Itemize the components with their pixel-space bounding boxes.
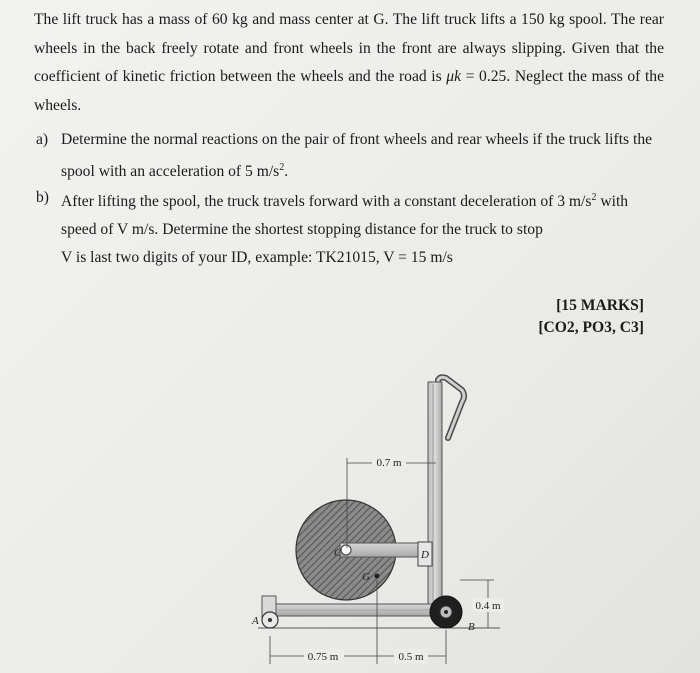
intro-text-2: = 0.25. Neglect the mass of the wheels. xyxy=(34,68,664,114)
marks-total: [15 MARKS] xyxy=(556,297,644,314)
point-C-marker xyxy=(341,545,351,555)
fork-arm xyxy=(340,543,420,557)
dim-0-4-label: 0.4 m xyxy=(475,600,501,612)
point-G-marker xyxy=(375,574,380,579)
marks-outcomes: [CO2, PO3, C3] xyxy=(538,319,644,336)
question-a-text: Determine the normal reactions on the pair of front wheels and rear wheels if the truck lifts the spool with an acceleration of 5 m/s xyxy=(61,131,653,181)
label-B: B xyxy=(468,621,475,633)
rear-wheel-hub xyxy=(268,618,272,622)
question-b-v-definition: V is last two digits of your ID, example: TK21015, V = 15 m/s xyxy=(61,249,453,267)
label-D: D xyxy=(421,549,429,561)
label-A: A xyxy=(252,615,259,627)
front-wheel-axle xyxy=(444,610,448,614)
question-b-text: After lifting the spool, the truck travels forward with a constant deceleration of 3 m/s xyxy=(61,193,592,211)
label-G: G xyxy=(362,571,370,583)
mast xyxy=(428,382,442,606)
dim-0-7-label: 0.7 m xyxy=(376,457,402,469)
question-b-text-2: with speed of V m/s. Determine the shortest stopping distance for the truck to stop xyxy=(61,193,629,239)
mu-k-symbol: μk xyxy=(446,68,462,85)
question-a-tag: a) xyxy=(36,131,49,148)
dim-0-75-label: 0.75 m xyxy=(307,651,339,663)
question-a-text-end: . xyxy=(284,163,289,181)
question-a-superscript: 2 xyxy=(279,162,285,173)
question-b-superscript: 2 xyxy=(591,192,597,203)
label-C: C xyxy=(334,547,342,559)
question-b-tag: b) xyxy=(36,189,49,206)
intro-text-1: The lift truck has a mass of 60 kg and mass center at G. The lift truck lifts a 150 kg spool. The rear wheels in the back freely rotate and front wheels in the front are always slipping. Given that the coefficient of kinetic friction between the wheels and the road is xyxy=(34,11,664,85)
dim-0-5-label: 0.5 m xyxy=(398,651,424,663)
